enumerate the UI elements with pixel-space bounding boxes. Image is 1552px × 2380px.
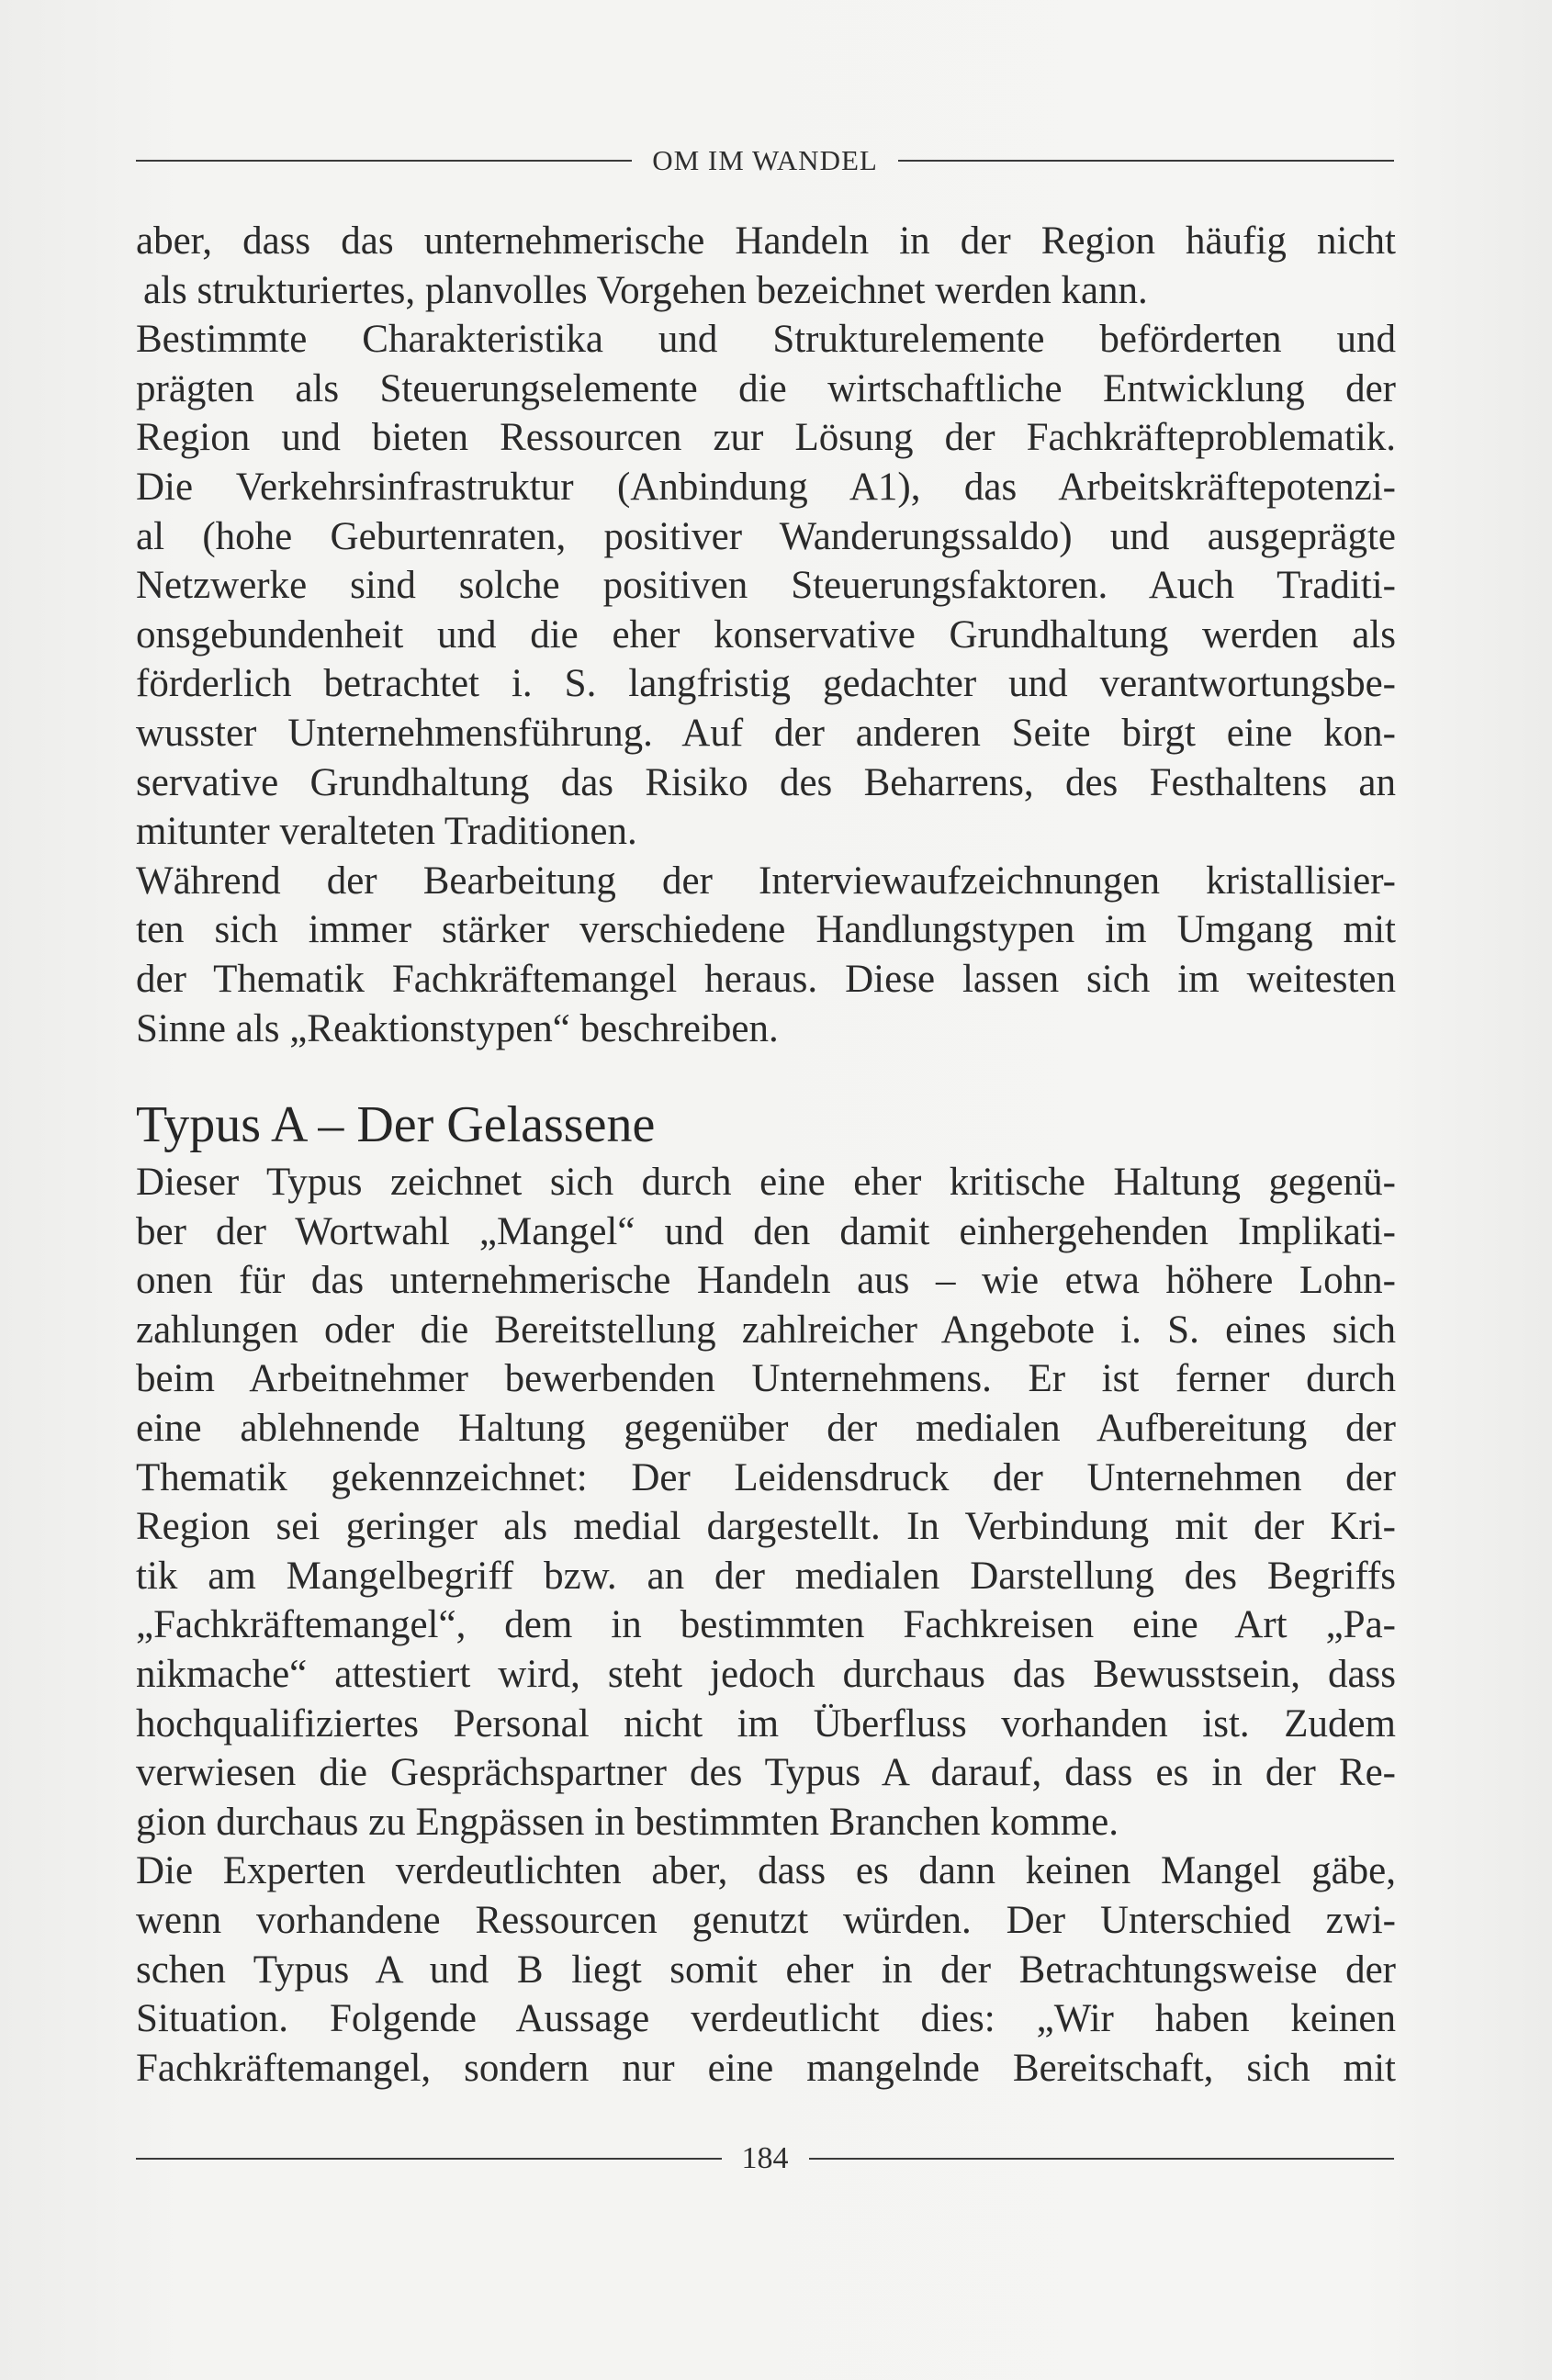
text-line: Dieser Typus zeichnet sich durch eine eher kritische Haltung gegenü- bbox=[136, 1161, 1396, 1205]
text-line: als strukturiertes, planvolles Vorgehen bezeichnet werden kann. bbox=[143, 268, 1148, 312]
running-head bbox=[136, 138, 1394, 184]
text-line: wenn vorhandene Ressourcen genutzt würden. Der Unterschied zwi- bbox=[136, 1899, 1396, 1942]
text-line: aber, dass das unternehmerische Handeln in der Region häufig nicht bbox=[136, 219, 1396, 263]
text-line: Die Verkehrsinfrastruktur (Anbindung A1), das Arbeitskräftepotenzi- bbox=[136, 465, 1396, 509]
text-line: „Fachkräftemangel“, dem in bestimmten Fachkreisen eine Art „Pa- bbox=[136, 1603, 1396, 1647]
text-line: Fachkräftemangel, sondern nur eine mangelnde Bereitschaft, sich mit bbox=[136, 2046, 1396, 2090]
text-line: ber der Wortwahl „Mangel“ und den damit einhergehenden Implikati- bbox=[136, 1209, 1396, 1253]
text-line: verwiesen die Gesprächspartner des Typus A darauf, dass es in der Re- bbox=[136, 1751, 1396, 1795]
text-line: eine ablehnende Haltung gegenüber der medialen Aufbereitung der bbox=[136, 1407, 1396, 1451]
text-line: Sinne als „Reaktionstypen“ beschreiben. bbox=[136, 1006, 779, 1050]
intro-paragraphs bbox=[136, 217, 1396, 1053]
text-line: Die Experten verdeutlichten aber, dass es dann keinen Mangel gäbe, bbox=[136, 1849, 1396, 1893]
section-paragraphs bbox=[136, 1158, 1396, 2093]
section-heading: Typus A – Der Gelassene bbox=[136, 1096, 656, 1154]
text-line: Während der Bearbeitung der Interviewaufzeichnungen kristallisier- bbox=[136, 859, 1396, 903]
text-line: schen Typus A und B liegt somit eher in der Betrachtungsweise der bbox=[136, 1948, 1396, 1992]
footer-rule-right bbox=[809, 2158, 1395, 2160]
running-head-title: OM IM WANDEL bbox=[652, 144, 878, 176]
text-line: prägten als Steuerungselemente die wirtschaftliche Entwicklung der bbox=[136, 366, 1396, 410]
text-line: wusster Unternehmensführung. Auf der anderen Seite birgt eine kon- bbox=[136, 711, 1396, 755]
text-line: Thematik gekennzeichnet: Der Leidensdruck der Unternehmen der bbox=[136, 1455, 1396, 1499]
page-footer bbox=[136, 2136, 1394, 2182]
text-line: servative Grundhaltung das Risiko des Beharrens, des Festhaltens an bbox=[136, 760, 1396, 804]
text-line: Bestimmte Charakteristika und Strukturelemente beförderten und bbox=[136, 318, 1396, 362]
text-line: beim Arbeitnehmer bewerbenden Unternehmens. Er ist ferner durch bbox=[136, 1357, 1396, 1401]
text-line: zahlungen oder die Bereitstellung zahlreicher Angebote i. S. eines sich bbox=[136, 1308, 1396, 1352]
text-line: förderlich betrachtet i. S. langfristig gedachter und verantwortungsbe- bbox=[136, 662, 1396, 706]
header-rule-right bbox=[898, 160, 1394, 162]
text-line: mitunter veralteten Traditionen. bbox=[136, 810, 637, 854]
text-line: Situation. Folgende Aussage verdeutlicht dies: „Wir haben keinen bbox=[136, 1997, 1396, 2041]
header-rule-left bbox=[136, 160, 632, 162]
text-line: Region und bieten Ressourcen zur Lösung der Fachkräfteproblematik. bbox=[136, 416, 1396, 460]
page-body bbox=[136, 217, 1396, 2093]
text-line: ten sich immer stärker verschiedene Handlungstypen im Umgang mit bbox=[136, 908, 1396, 952]
text-line: tik am Mangelbegriff bzw. an der medialen Darstellung des Begriffs bbox=[136, 1554, 1396, 1598]
footer-rule-left bbox=[136, 2158, 722, 2160]
text-line: Region sei geringer als medial dargestellt. In Verbindung mit der Kri- bbox=[136, 1505, 1396, 1549]
text-line: der Thematik Fachkräftemangel heraus. Diese lassen sich im weitesten bbox=[136, 957, 1396, 1001]
text-line: nikmache“ attestiert wird, steht jedoch durchaus das Bewusstsein, dass bbox=[136, 1653, 1396, 1697]
text-line: Netzwerke sind solche positiven Steuerungsfaktoren. Auch Traditi- bbox=[136, 564, 1396, 608]
text-line: al (hohe Geburtenraten, positiver Wanderungssaldo) und ausgeprägte bbox=[136, 514, 1396, 558]
text-line: onsgebundenheit und die eher konservative Grundhaltung werden als bbox=[136, 612, 1396, 657]
text-line: hochqualifiziertes Personal nicht im Überfluss vorhanden ist. Zudem bbox=[136, 1701, 1396, 1746]
text-line: onen für das unternehmerische Handeln aus – wie etwa höhere Lohn- bbox=[136, 1259, 1396, 1303]
page-number: 184 bbox=[741, 2141, 789, 2175]
text-line: gion durchaus zu Engpässen in bestimmten Branchen komme. bbox=[136, 1800, 1119, 1844]
